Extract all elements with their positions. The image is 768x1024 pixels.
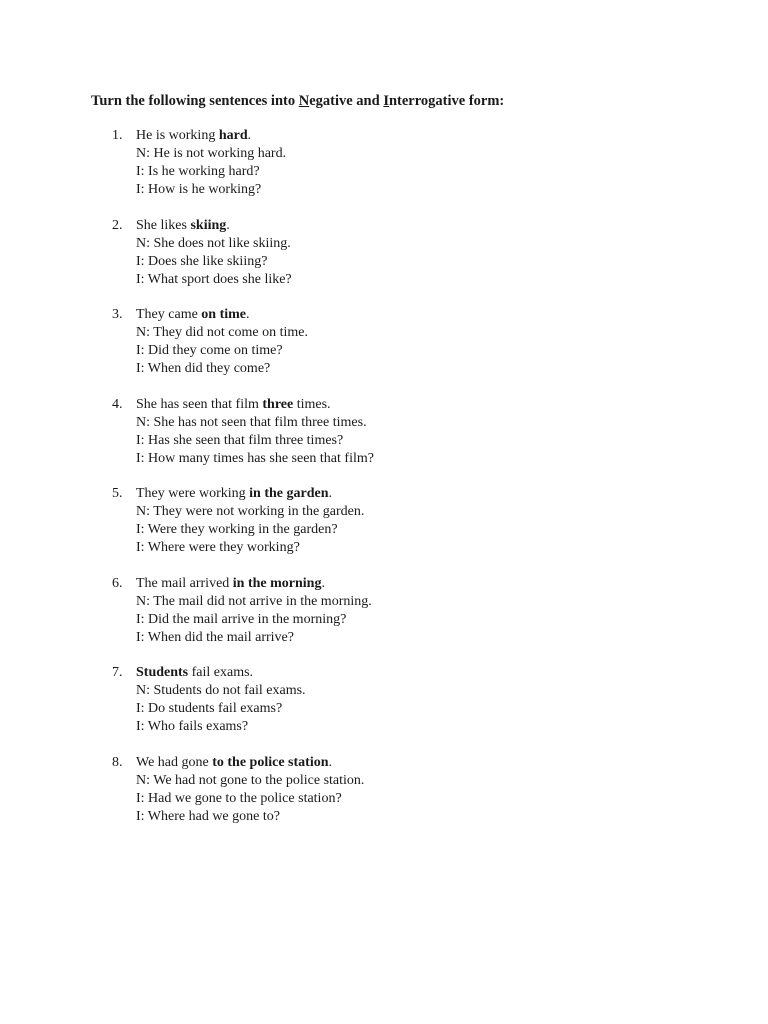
item-number: 4. bbox=[112, 396, 123, 412]
emphasized-phrase: skiing bbox=[190, 217, 227, 233]
wh-question-form: I: Where were they working? bbox=[136, 540, 300, 555]
emphasized-phrase: on time bbox=[201, 307, 247, 322]
interrogative-form: I: Did the mail arrive in the morning? bbox=[136, 611, 347, 627]
interrogative-form: I: Had we gone to the police station? bbox=[136, 790, 342, 806]
interrogative-form: I: Did they come on time? bbox=[136, 343, 283, 358]
wh-question-form: I: Where had we gone to? bbox=[136, 808, 280, 824]
wh-question-form: I: When did the mail arrive? bbox=[136, 629, 294, 645]
item-number: 3. bbox=[112, 307, 123, 322]
wh-question-form: I: When did they come? bbox=[136, 361, 271, 376]
original-sentence: He is working hard. bbox=[136, 128, 252, 143]
original-sentence: She likes skiing. bbox=[136, 217, 230, 233]
item-number: 5. bbox=[112, 486, 123, 501]
exercise-item bbox=[0, 664, 374, 736]
heading-text-start: Turn the following sentences into bbox=[91, 93, 299, 109]
wh-question-form: I: How is he working? bbox=[136, 182, 262, 197]
exercise-list bbox=[0, 127, 374, 843]
wh-question-form: I: How many times has she seen that film? bbox=[136, 450, 374, 466]
interrogative-form: I: Were they working in the garden? bbox=[136, 522, 338, 537]
negative-form: N: She has not seen that film three times. bbox=[136, 414, 367, 430]
negative-form: N: The mail did not arrive in the morning. bbox=[136, 593, 372, 609]
item-number: 8. bbox=[112, 754, 123, 770]
interrogative-form: I: Does she like skiing? bbox=[136, 253, 268, 269]
item-number: 7. bbox=[112, 665, 123, 680]
emphasized-phrase: in the morning bbox=[232, 575, 322, 591]
heading-underlined-i: I bbox=[383, 93, 389, 109]
exercise-item bbox=[0, 306, 374, 378]
emphasized-phrase: hard bbox=[218, 128, 248, 143]
item-number: 1. bbox=[112, 128, 123, 143]
emphasized-phrase: three bbox=[262, 396, 294, 412]
exercise-item bbox=[0, 396, 374, 468]
exercise-item bbox=[0, 575, 374, 647]
original-sentence: She has seen that film three times. bbox=[136, 396, 331, 412]
exercise-item bbox=[0, 754, 374, 826]
instruction-heading bbox=[91, 93, 504, 110]
negative-form: N: They were not working in the garden. bbox=[136, 504, 365, 519]
negative-form: N: Students do not fail exams. bbox=[136, 683, 306, 698]
exercise-item bbox=[0, 127, 374, 199]
interrogative-form: I: Has she seen that film three times? bbox=[136, 432, 344, 448]
negative-form: N: We had not gone to the police station. bbox=[136, 772, 365, 788]
exercise-item bbox=[0, 217, 374, 289]
original-sentence: The mail arrived in the morning. bbox=[136, 575, 325, 591]
original-sentence: They were working in the garden. bbox=[136, 486, 332, 501]
emphasized-phrase: in the garden bbox=[249, 486, 329, 501]
heading-underlined-n: N bbox=[298, 93, 310, 109]
interrogative-form: I: Is he working hard? bbox=[136, 164, 260, 179]
wh-question-form: I: Who fails exams? bbox=[136, 719, 249, 734]
original-sentence: They came on time. bbox=[136, 307, 250, 322]
negative-form: N: She does not like skiing. bbox=[136, 235, 291, 251]
heading-text-end: nterrogative form: bbox=[388, 93, 505, 109]
negative-form: N: He is not working hard. bbox=[136, 146, 287, 161]
interrogative-form: I: Do students fail exams? bbox=[136, 701, 283, 716]
emphasized-phrase: Students bbox=[136, 665, 189, 680]
wh-question-form: I: What sport does she like? bbox=[136, 271, 292, 287]
item-number: 2. bbox=[112, 217, 123, 233]
heading-text-middle: egative and bbox=[309, 93, 384, 109]
original-sentence: We had gone to the police station. bbox=[136, 754, 332, 770]
exercise-item bbox=[0, 485, 374, 557]
item-number: 6. bbox=[112, 575, 123, 591]
emphasized-phrase: to the police station bbox=[212, 754, 329, 770]
negative-form: N: They did not come on time. bbox=[136, 325, 308, 340]
original-sentence: Students fail exams. bbox=[136, 665, 254, 680]
